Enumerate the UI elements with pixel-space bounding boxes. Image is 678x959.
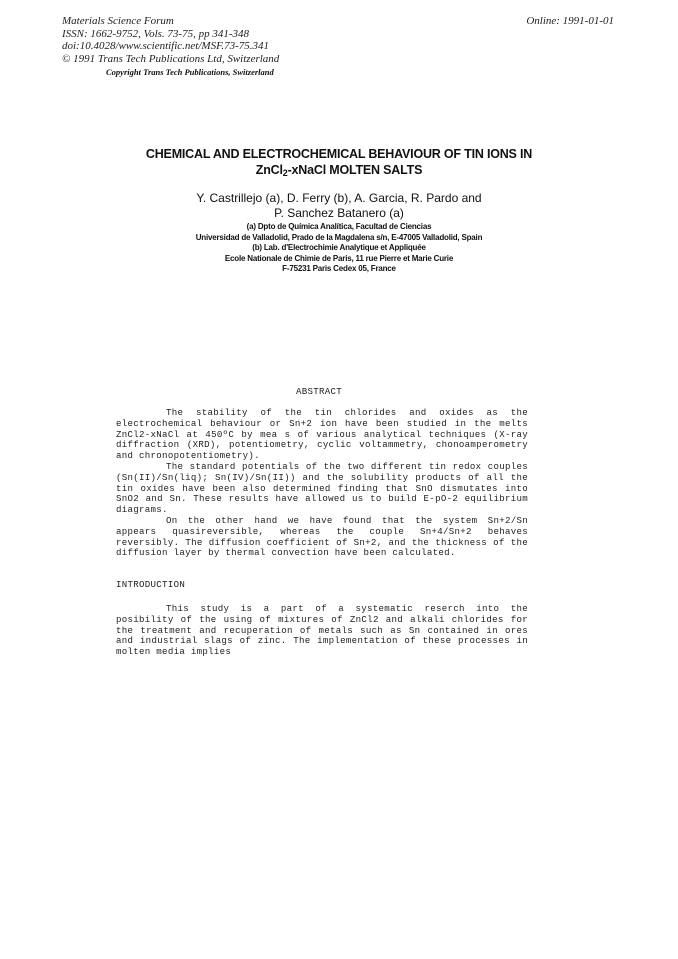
affiliation-line: (a) Dpto de Química Analítica, Facultad de Ciencias bbox=[246, 222, 432, 231]
journal-header bbox=[62, 15, 279, 65]
authors-line-1: Y. Castrillejo (a), D. Ferry (b), A. Garcia, R. Pardo and bbox=[196, 191, 482, 205]
introduction-body bbox=[116, 604, 528, 658]
introduction-paragraph: This study is a part of a systematic reserch into the posibility of the using of mixtures of ZnCl2 and alkali chlorides for the treatment and recuperation of metals such as Sn contained in ores and industrial slags of zinc. The implementation of these processes in molten media implies bbox=[116, 603, 528, 658]
affiliation-line: Ecole Nationale de Chimie de Paris, 11 rue Pierre et Marie Curie bbox=[224, 253, 454, 263]
authors-line-2: P. Sanchez Batanero (a) bbox=[274, 206, 404, 220]
paper-title bbox=[60, 146, 618, 181]
title-line-2: ZnCl$_2$-xNaCl MOLTEN SALTS bbox=[255, 163, 423, 178]
abstract-body bbox=[116, 408, 528, 559]
affiliation-line: (b) Lab. d'Electrochimie Analytique et Appliquée bbox=[252, 243, 426, 252]
affiliation-line: Universidad de Valladolid, Prado de la Magdalena s/n, E-47005 Valladolid, Spain bbox=[195, 232, 483, 242]
issn-line: ISSN: 1662-9752, Vols. 73-75, pp 341-348 bbox=[62, 27, 249, 40]
abstract-paragraph: The standard potentials of the two different tin redox couples (Sn(II)/Sn(liq); Sn(IV)/Sn(II)) and the solubility products of all the tin oxides have been also determined finding that SnO dismutates into SnO2 and Sn. These results have allowed us to build E-pO-2 equilibrium diagrams. bbox=[116, 460, 528, 516]
title-line-1: CHEMICAL AND ELECTROCHEMICAL BEHAVIOUR OF TIN IONS IN bbox=[145, 147, 533, 161]
abstract-paragraph: The stability of the tin chlorides and oxides as the electrochemical behaviour or Sn+2 ion have been studied in the melts ZnCl2-xNaCl at 450ºC by mea s of various analytical techniques (X-ray diffraction (XRD), potentiometry, cyclic voltammetry, chonoamperometry and chronopotentiometry). bbox=[116, 407, 528, 462]
copyright-line: © 1991 Trans Tech Publications Ltd, Switzerland bbox=[62, 52, 280, 65]
copyright-notice: Copyright Trans Tech Publications, Switzerland bbox=[106, 67, 274, 77]
author-list bbox=[60, 191, 618, 221]
doi-link[interactable]: doi:10.4028/www.scientific.net/MSF.73-75.341 bbox=[62, 40, 270, 52]
introduction-heading: INTRODUCTION bbox=[116, 579, 186, 590]
journal-name: Materials Science Forum bbox=[62, 15, 174, 27]
abstract-heading: ABSTRACT bbox=[296, 386, 343, 397]
online-date: Online: 1991-01-01 bbox=[526, 15, 614, 27]
abstract-paragraph: On the other hand we have found that the system Sn+2/Sn appears quasireversible, whereas the couple Sn+4/Sn+2 behaves reversibly. The diffusion coefficient of Sn+2, and the thickness of the diffusion layer by thermal convection have been calculated. bbox=[116, 514, 528, 559]
affiliation-line: F-75231 Paris Cedex 05, France bbox=[282, 264, 396, 273]
affiliations bbox=[60, 222, 618, 275]
